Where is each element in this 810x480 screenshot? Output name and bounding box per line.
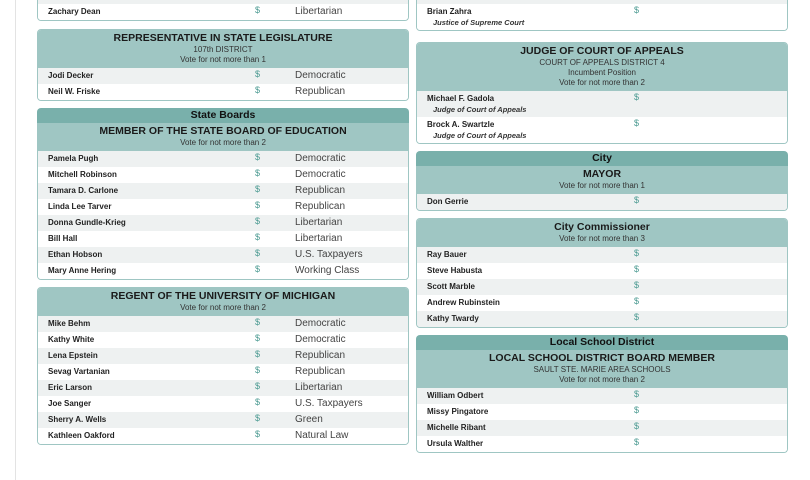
candidate-name: Steve Habusta [427,266,483,275]
candidate-row[interactable] [417,420,787,436]
candidate-party: Republican [295,366,346,377]
candidate-name: Tamara D. Carlone [48,186,119,195]
candidate-name: Neil W. Friske [48,87,101,96]
candidate-name: Andrew Rubinstein [427,298,500,307]
candidate-name: Michelle Ribant [427,423,486,432]
dollar-icon: $ [634,118,640,128]
candidate-name: Ray Bauer [427,250,467,259]
candidate-name: Lena Epstein [48,351,98,360]
contest-title: LOCAL SCHOOL DISTRICT BOARD MEMBER [489,352,715,364]
candidate-row[interactable] [417,117,787,143]
contest-state-representative [37,29,409,101]
candidate-name: Scott Marble [427,282,476,291]
candidate-party: Democratic [295,70,346,81]
contest-title: City Commissioner [554,221,650,233]
candidate-row[interactable] [38,412,408,428]
contest-mayor [416,166,788,211]
contest-title: MAYOR [582,168,622,180]
ballot-right-column [416,0,788,460]
dollar-icon: $ [255,397,261,407]
dollar-icon: $ [634,5,640,15]
contest-title: REGENT OF THE UNIVERSITY OF MICHIGAN [110,290,336,302]
contest-title: JUDGE OF COURT OF APPEALS [520,45,684,57]
candidate-row[interactable] [417,91,787,117]
dollar-icon: $ [255,232,261,242]
candidate-row[interactable] [417,436,787,452]
dollar-icon: $ [634,248,640,258]
ballot-left-column [37,0,409,452]
candidate-name: Bill Hall [48,234,78,243]
dollar-icon: $ [255,5,261,15]
candidate-row[interactable] [38,247,408,263]
dollar-icon: $ [255,264,261,274]
candidate-party: Libertarian [295,233,343,244]
candidate-row[interactable] [38,167,408,183]
dollar-icon: $ [634,195,640,205]
dollar-icon: $ [255,69,261,79]
dollar-icon: $ [255,349,261,359]
candidate-row[interactable] [417,263,787,279]
candidate-party: Republican [295,350,346,361]
candidate-row[interactable] [38,428,408,444]
contest-header [38,123,408,151]
candidate-party: Republican [295,86,346,97]
candidate-party: Democratic [295,153,346,164]
contest-district: COURT OF APPEALS DISTRICT 4 [539,58,665,67]
dollar-icon: $ [255,152,261,162]
candidate-name: Kathleen Oakford [48,431,115,440]
candidate-office: Judge of Court of Appeals [433,105,527,114]
candidate-row[interactable] [38,364,408,380]
candidate-row[interactable] [417,247,787,263]
dollar-icon: $ [255,200,261,210]
candidate-row[interactable] [417,279,787,295]
candidate-party [295,0,345,1]
contest-district: SAULT STE. MARIE AREA SCHOOLS [533,365,671,374]
dollar-icon: $ [255,429,261,439]
candidate-row[interactable] [38,84,408,100]
candidate-row[interactable] [38,151,408,167]
candidate-party: U.S. Taxpayers [295,249,363,260]
contest-title: REPRESENTATIVE IN STATE LEGISLATURE [113,32,333,44]
section-state-boards: State Boards [37,108,409,123]
contest-header [417,350,787,388]
candidate-row[interactable] [417,404,787,420]
candidate-name: Mike Behm [48,319,91,328]
contest-state-board-education [37,123,409,280]
vote-instruction: Vote for not more than 1 [180,55,266,64]
dollar-icon: $ [255,317,261,327]
contest-header [417,166,787,194]
previous-contest-box [37,0,409,21]
candidate-name: William Odbert [427,391,484,400]
dollar-icon: $ [634,421,640,431]
candidate-name: Joe Sanger [48,399,92,408]
candidate-row[interactable] [38,68,408,84]
candidate-party: Republican [295,201,346,212]
contest-court-of-appeals [416,42,788,144]
candidate-name: Kathy Twardy [427,314,479,323]
section-local-school-district: Local School District [416,335,788,350]
contest-regent-umich [37,287,409,445]
dollar-icon: $ [634,389,640,399]
dollar-icon: $ [255,381,261,391]
vote-instruction: Vote for not more than 2 [559,375,645,384]
candidate-name: Missy Pingatore [427,407,489,416]
candidate-row[interactable] [38,348,408,364]
dollar-icon: $ [634,92,640,102]
dollar-icon: $ [255,248,261,258]
vote-instruction: Vote for not more than 3 [559,234,645,243]
candidate-row[interactable] [417,311,787,327]
candidate-name: Ursula Walther [427,439,484,448]
candidate-name: Brian Zahra [427,7,472,16]
candidate-party: Libertarian [295,6,343,17]
candidate-name: Zachary Dean [48,7,101,16]
candidate-row[interactable] [38,396,408,412]
dollar-icon: $ [634,437,640,447]
candidate-name: Pamela Pugh [48,154,99,163]
candidate-row[interactable] [417,4,787,30]
candidate-name: Linda Lee Tarver [48,202,112,211]
dollar-icon: $ [255,85,261,95]
contest-header [38,30,408,68]
candidate-party: Libertarian [295,382,343,393]
vote-instruction: Vote for not more than 2 [559,78,645,87]
candidate-party: Democratic [295,318,346,329]
dollar-icon: $ [634,280,640,290]
dollar-icon: $ [255,216,261,226]
candidate-name: Ethan Hobson [48,250,103,259]
candidate-name: Mary Anne Hering [48,266,117,275]
dollar-icon: $ [634,296,640,306]
candidate-party: U.S. Taxpayers [295,398,363,409]
candidate-row[interactable] [417,295,787,311]
candidate-party: Green [295,414,323,425]
candidate-party: Republican [295,185,346,196]
contest-title: MEMBER OF THE STATE BOARD OF EDUCATION [99,125,347,137]
candidate-office: Justice of Supreme Court [433,18,525,27]
contest-header [417,219,787,247]
candidate-name: Sherry A. Wells [48,415,107,424]
previous-contest-box [416,0,788,31]
candidate-name: Don Gerrie [427,197,469,206]
contest-city-commissioner [416,218,788,328]
candidate-name: Michael F. Gadola [427,94,495,103]
candidate-row[interactable] [38,215,408,231]
candidate-name: Kathy White [48,335,95,344]
dollar-icon: $ [634,405,640,415]
page-left-border [15,0,16,480]
section-city: City [416,151,788,166]
candidate-row[interactable] [38,183,408,199]
vote-instruction: Vote for not more than 1 [559,181,645,190]
candidate-party: Libertarian [295,217,343,228]
candidate-office: Judge of Court of Appeals [433,131,527,140]
candidate-party: Working Class [295,265,360,276]
contest-district: 107th DISTRICT [193,45,253,54]
dollar-icon: $ [255,184,261,194]
vote-instruction: Vote for not more than 2 [180,303,266,312]
candidate-name: Brock A. Swartzle [427,120,495,129]
candidate-party: Natural Law [295,430,349,441]
candidate-row[interactable] [38,380,408,396]
contest-header [417,43,787,91]
candidate-row[interactable] [417,194,787,210]
candidate-row[interactable] [38,263,408,279]
incumbent-note: Incumbent Position [567,68,637,77]
candidate-party: Democratic [295,334,346,345]
candidate-party: Democratic [295,169,346,180]
contest-header [38,288,408,316]
candidate-row[interactable] [38,231,408,247]
dollar-icon: $ [255,413,261,423]
candidate-row[interactable] [38,316,408,332]
candidate-row[interactable] [38,332,408,348]
vote-instruction: Vote for not more than 2 [180,138,266,147]
candidate-name: Sevag Vartanian [48,367,110,376]
candidate-row[interactable] [417,388,787,404]
dollar-icon: $ [634,312,640,322]
candidate-name: Jodi Decker [48,71,94,80]
candidate-row[interactable] [38,199,408,215]
dollar-icon: $ [255,333,261,343]
dollar-icon: $ [255,168,261,178]
candidate-name: Donna Gundle-Krieg [48,218,126,227]
dollar-icon: $ [255,365,261,375]
candidate-name: Mitchell Robinson [48,170,117,179]
candidate-row[interactable] [38,4,408,20]
candidate-name: Eric Larson [48,383,93,392]
contest-school-board [416,350,788,453]
dollar-icon: $ [634,264,640,274]
